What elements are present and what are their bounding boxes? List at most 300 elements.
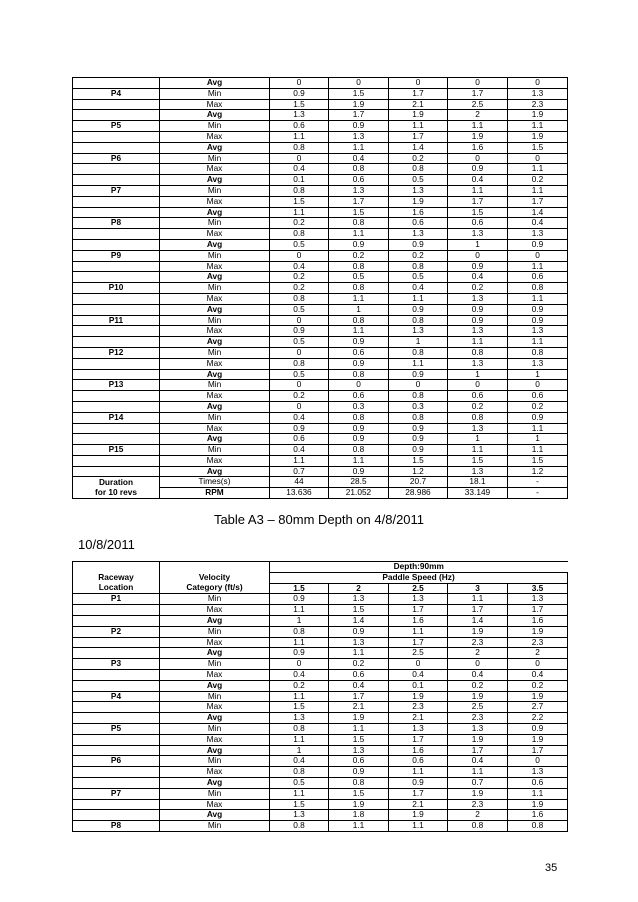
value-cell: 0.8 — [508, 347, 568, 358]
value-cell: 1.7 — [508, 196, 568, 207]
value-cell: 0.6 — [448, 218, 508, 229]
value-cell: 2 — [448, 110, 508, 121]
value-cell: 1.8 — [329, 810, 389, 821]
table-row — [73, 358, 568, 369]
value-cell: 0.3 — [329, 401, 389, 412]
velocity-category-cell: Min — [160, 756, 270, 767]
value-cell: 2.1 — [389, 799, 448, 810]
velocity-category-cell: Min — [160, 315, 270, 326]
value-cell: 1.1 — [448, 121, 508, 132]
raceway-location-cell — [73, 605, 160, 616]
velocity-category-cell: Max — [160, 423, 270, 434]
value-cell: 21.052 — [329, 488, 389, 499]
table-row — [73, 767, 568, 778]
value-cell: 0.9 — [270, 648, 329, 659]
velocity-category-cell: Avg — [160, 175, 270, 186]
velocity-category-cell: Max — [160, 637, 270, 648]
value-cell: 1.9 — [448, 131, 508, 142]
velocity-category-cell: Avg — [160, 466, 270, 477]
value-cell: 13.636 — [270, 488, 329, 499]
raceway-location-cell — [73, 401, 160, 412]
velocity-category-cell: Min — [160, 445, 270, 456]
value-cell: 1.1 — [508, 121, 568, 132]
value-cell: 0.9 — [448, 315, 508, 326]
table-row — [73, 196, 568, 207]
table-row — [73, 799, 568, 810]
value-cell: 1.1 — [329, 723, 389, 734]
raceway-location-cell: P1 — [73, 594, 160, 605]
raceway-location-cell: P8 — [73, 218, 160, 229]
value-cell: 0 — [508, 250, 568, 261]
raceway-location-cell — [73, 175, 160, 186]
value-cell: 0.9 — [508, 239, 568, 250]
value-cell: 18.1 — [448, 477, 508, 488]
value-cell: 0.8 — [329, 412, 389, 423]
table-row — [73, 218, 568, 229]
velocity-category-cell: Max — [160, 358, 270, 369]
table-row — [73, 347, 568, 358]
value-cell: 2.3 — [508, 637, 568, 648]
value-cell: 1.1 — [329, 326, 389, 337]
value-cell: 0.1 — [270, 175, 329, 186]
value-cell: 0.2 — [448, 283, 508, 294]
value-cell: 2.3 — [448, 799, 508, 810]
value-cell: 0.6 — [389, 756, 448, 767]
value-cell: 1.1 — [389, 626, 448, 637]
value-cell: 0.9 — [270, 88, 329, 99]
value-cell: 1.1 — [270, 734, 329, 745]
value-cell: 0.2 — [508, 175, 568, 186]
value-cell: 0.5 — [270, 304, 329, 315]
table-row — [73, 293, 568, 304]
value-cell: 1.9 — [389, 810, 448, 821]
value-cell: 0.2 — [448, 680, 508, 691]
value-cell: 1.4 — [448, 615, 508, 626]
value-cell: 0.2 — [270, 680, 329, 691]
value-cell: 0.4 — [270, 445, 329, 456]
value-cell: 0 — [270, 401, 329, 412]
value-cell: 1.9 — [329, 799, 389, 810]
value-cell: 1.5 — [329, 734, 389, 745]
value-cell: 2.3 — [508, 99, 568, 110]
value-cell: 2.7 — [508, 702, 568, 713]
value-cell: 0.4 — [329, 153, 389, 164]
value-cell: 0 — [270, 250, 329, 261]
value-cell: 1.1 — [508, 164, 568, 175]
velocity-category-cell: Max — [160, 605, 270, 616]
value-cell: 0.9 — [329, 466, 389, 477]
value-cell: 0.2 — [270, 272, 329, 283]
table-row — [73, 445, 568, 456]
value-cell: 1.1 — [329, 821, 389, 832]
value-cell: 1.4 — [389, 142, 448, 153]
value-cell: 0 — [389, 78, 448, 89]
raceway-location-cell — [73, 110, 160, 121]
raceway-location-cell — [73, 745, 160, 756]
raceway-location-cell: P15 — [73, 445, 160, 456]
value-cell: 0.8 — [270, 185, 329, 196]
velocity-category-cell: Avg — [160, 239, 270, 250]
table-row — [73, 594, 568, 605]
table-row — [73, 153, 568, 164]
value-cell: 0.5 — [270, 369, 329, 380]
value-cell: 1.3 — [329, 745, 389, 756]
value-cell: 0.5 — [270, 337, 329, 348]
velocity-category-cell: Min — [160, 626, 270, 637]
value-cell: 0.4 — [448, 175, 508, 186]
table-row — [73, 669, 568, 680]
value-cell: 2.3 — [448, 713, 508, 724]
raceway-location-cell — [73, 196, 160, 207]
value-cell: 1.7 — [508, 605, 568, 616]
velocity-category-cell: Min — [160, 380, 270, 391]
value-cell: 1.7 — [389, 734, 448, 745]
value-cell: 0.9 — [329, 239, 389, 250]
value-cell: 1.3 — [508, 594, 568, 605]
value-cell: 0.9 — [329, 423, 389, 434]
value-cell: 0 — [448, 659, 508, 670]
value-cell: 1.1 — [389, 293, 448, 304]
value-cell: 1.6 — [389, 745, 448, 756]
value-cell: 1.3 — [448, 423, 508, 434]
value-cell: 1.1 — [508, 788, 568, 799]
value-cell: 1.7 — [448, 605, 508, 616]
value-cell: 1.3 — [448, 358, 508, 369]
value-cell: 0.8 — [448, 821, 508, 832]
velocity-category-cell: Avg — [160, 207, 270, 218]
table-row — [73, 423, 568, 434]
velocity-category-cell: Min — [160, 691, 270, 702]
value-cell: 0 — [329, 78, 389, 89]
value-cell: 1.7 — [329, 110, 389, 121]
table-row — [73, 745, 568, 756]
value-cell: 1.3 — [448, 326, 508, 337]
raceway-location-cell — [73, 466, 160, 477]
value-cell: 1.1 — [448, 445, 508, 456]
speed-header: 3.5 — [508, 583, 568, 594]
table-row — [73, 466, 568, 477]
table-row — [73, 185, 568, 196]
value-cell: 1.1 — [329, 229, 389, 240]
value-cell: 0.8 — [389, 164, 448, 175]
velocity-category-cell: Min — [160, 283, 270, 294]
raceway-location-cell — [73, 799, 160, 810]
value-cell: 0.8 — [389, 347, 448, 358]
value-cell: 1.5 — [448, 207, 508, 218]
value-cell: 0.8 — [448, 412, 508, 423]
value-cell: 0.9 — [270, 594, 329, 605]
table-row — [73, 250, 568, 261]
value-cell: 1.1 — [270, 637, 329, 648]
table-depth-90mm — [72, 561, 568, 832]
value-cell: 0.5 — [270, 239, 329, 250]
velocity-category-cell: Avg — [160, 142, 270, 153]
table-row — [73, 261, 568, 272]
value-cell: 0.4 — [329, 680, 389, 691]
column-header-row-1 — [73, 572, 568, 583]
value-cell: 0.6 — [448, 391, 508, 402]
value-cell: 0.6 — [329, 756, 389, 767]
value-cell: 20.7 — [389, 477, 448, 488]
value-cell: 1.1 — [389, 121, 448, 132]
table-row — [73, 99, 568, 110]
value-cell: 1.1 — [270, 605, 329, 616]
table-row — [73, 691, 568, 702]
value-cell: 0.2 — [389, 153, 448, 164]
value-cell: 0.9 — [508, 315, 568, 326]
value-cell: 1.3 — [448, 293, 508, 304]
raceway-location-cell — [73, 293, 160, 304]
value-cell: 0.4 — [508, 669, 568, 680]
value-cell: 1.3 — [508, 767, 568, 778]
value-cell: 28.5 — [329, 477, 389, 488]
value-cell: 1.3 — [508, 88, 568, 99]
value-cell: 2.3 — [448, 637, 508, 648]
value-cell: 2.3 — [389, 702, 448, 713]
col-header-velocity-2: Category (ft/s) — [160, 583, 270, 594]
value-cell: 0 — [508, 380, 568, 391]
value-cell: 0 — [508, 153, 568, 164]
value-cell: 1.1 — [329, 455, 389, 466]
value-cell: 0 — [270, 315, 329, 326]
velocity-category-cell: Avg — [160, 434, 270, 445]
value-cell: 2.5 — [448, 99, 508, 110]
velocity-category-cell: Max — [160, 196, 270, 207]
value-cell: 1.6 — [448, 142, 508, 153]
velocity-category-cell: Max — [160, 261, 270, 272]
table-a3-continued — [72, 77, 568, 499]
value-cell: 0 — [508, 756, 568, 767]
velocity-category-cell: Max — [160, 669, 270, 680]
value-cell: - — [508, 488, 568, 499]
value-cell: 0.4 — [270, 756, 329, 767]
table-row — [73, 777, 568, 788]
value-cell: 2.1 — [329, 702, 389, 713]
table-row — [73, 626, 568, 637]
value-cell: 1.4 — [508, 207, 568, 218]
velocity-category-cell: Avg — [160, 810, 270, 821]
value-cell: 2.5 — [389, 648, 448, 659]
raceway-location-cell — [73, 164, 160, 175]
value-cell: 1.9 — [508, 110, 568, 121]
value-cell: 0.2 — [389, 250, 448, 261]
velocity-category-cell: Max — [160, 734, 270, 745]
value-cell: 1.1 — [508, 337, 568, 348]
value-cell: 0 — [389, 659, 448, 670]
table-row — [73, 88, 568, 99]
table-row — [73, 326, 568, 337]
raceway-location-cell: P6 — [73, 756, 160, 767]
velocity-category-cell: Min — [160, 88, 270, 99]
raceway-location-cell — [73, 713, 160, 724]
table-row — [73, 369, 568, 380]
raceway-location-cell — [73, 78, 160, 89]
value-cell: 0.9 — [448, 261, 508, 272]
value-cell: 0.6 — [508, 272, 568, 283]
value-cell: 1.9 — [329, 713, 389, 724]
table-row — [73, 164, 568, 175]
value-cell: 0.8 — [508, 283, 568, 294]
raceway-location-cell — [73, 669, 160, 680]
value-cell: 0 — [329, 380, 389, 391]
value-cell: 1.9 — [508, 691, 568, 702]
value-cell: 1.6 — [389, 615, 448, 626]
value-cell: 0 — [389, 380, 448, 391]
raceway-location-cell — [73, 767, 160, 778]
velocity-category-cell: Min — [160, 185, 270, 196]
table-row — [73, 175, 568, 186]
value-cell: 28.986 — [389, 488, 448, 499]
table-row — [73, 272, 568, 283]
value-cell: 0 — [508, 78, 568, 89]
value-cell: 0.8 — [389, 391, 448, 402]
value-cell: 1.1 — [270, 455, 329, 466]
velocity-category-cell: Avg — [160, 745, 270, 756]
table-row — [73, 648, 568, 659]
raceway-location-cell — [73, 326, 160, 337]
footer-category-cell: Times(s) — [160, 477, 270, 488]
value-cell: 1.1 — [508, 445, 568, 456]
value-cell: 1.4 — [329, 615, 389, 626]
value-cell: 0.1 — [389, 680, 448, 691]
velocity-category-cell: Min — [160, 821, 270, 832]
table-row — [73, 455, 568, 466]
value-cell: 0.2 — [270, 391, 329, 402]
value-cell: 2.5 — [448, 702, 508, 713]
velocity-category-cell: Min — [160, 788, 270, 799]
raceway-location-cell — [73, 423, 160, 434]
velocity-category-cell: Avg — [160, 337, 270, 348]
velocity-category-cell: Avg — [160, 110, 270, 121]
raceway-location-cell — [73, 99, 160, 110]
velocity-category-cell: Max — [160, 293, 270, 304]
value-cell: 0.2 — [329, 250, 389, 261]
value-cell: 1.7 — [389, 88, 448, 99]
velocity-category-cell: Min — [160, 347, 270, 358]
table-row — [73, 229, 568, 240]
table-row — [73, 110, 568, 121]
raceway-location-cell — [73, 272, 160, 283]
value-cell: 0 — [270, 659, 329, 670]
raceway-location-cell: P11 — [73, 315, 160, 326]
value-cell: 0.5 — [270, 777, 329, 788]
table-row — [73, 131, 568, 142]
velocity-category-cell: Min — [160, 121, 270, 132]
raceway-location-cell: P12 — [73, 347, 160, 358]
value-cell: 1.3 — [448, 229, 508, 240]
velocity-category-cell: Max — [160, 326, 270, 337]
table-row — [73, 391, 568, 402]
table-row — [73, 304, 568, 315]
value-cell: 2 — [448, 648, 508, 659]
value-cell: 1 — [329, 304, 389, 315]
value-cell: 0.9 — [448, 164, 508, 175]
table-row — [73, 821, 568, 832]
value-cell: 1.3 — [329, 637, 389, 648]
velocity-category-cell: Max — [160, 767, 270, 778]
table-row — [73, 142, 568, 153]
value-cell: 0.7 — [448, 777, 508, 788]
velocity-category-cell: Max — [160, 391, 270, 402]
value-cell: 1.6 — [389, 207, 448, 218]
raceway-location-cell — [73, 680, 160, 691]
value-cell: 1.3 — [270, 110, 329, 121]
value-cell: 0.8 — [329, 445, 389, 456]
raceway-location-cell: P7 — [73, 788, 160, 799]
velocity-category-cell: Avg — [160, 777, 270, 788]
value-cell: 0.9 — [329, 626, 389, 637]
raceway-location-cell — [73, 702, 160, 713]
value-cell: 1.7 — [389, 605, 448, 616]
table-row — [73, 788, 568, 799]
raceway-location-cell: P9 — [73, 250, 160, 261]
value-cell: 0.4 — [508, 218, 568, 229]
table-row — [73, 734, 568, 745]
value-cell: 1.7 — [389, 788, 448, 799]
value-cell: 0 — [270, 78, 329, 89]
value-cell: 2.1 — [389, 99, 448, 110]
value-cell: 1.1 — [329, 142, 389, 153]
value-cell: 0.8 — [270, 626, 329, 637]
footer-label-cell: for 10 revs — [73, 488, 160, 499]
value-cell: 0.8 — [389, 261, 448, 272]
col-header-location-2: Location — [73, 583, 160, 594]
table-row — [73, 207, 568, 218]
value-cell: 0.9 — [389, 239, 448, 250]
value-cell: 1.5 — [329, 88, 389, 99]
table-row — [73, 283, 568, 294]
raceway-location-cell — [73, 648, 160, 659]
table-row — [73, 810, 568, 821]
value-cell: 1.1 — [508, 293, 568, 304]
value-cell: 0.8 — [329, 164, 389, 175]
value-cell: 0.9 — [329, 121, 389, 132]
col-header-location: Raceway — [73, 572, 160, 583]
table-row — [73, 680, 568, 691]
raceway-location-cell: P6 — [73, 153, 160, 164]
value-cell: 1.3 — [389, 594, 448, 605]
raceway-location-cell — [73, 337, 160, 348]
speed-header: 2.5 — [389, 583, 448, 594]
value-cell: 1.3 — [389, 723, 448, 734]
value-cell: 1.9 — [389, 110, 448, 121]
value-cell: 0.4 — [270, 164, 329, 175]
value-cell: 1.3 — [508, 326, 568, 337]
col-header-velocity: Velocity — [160, 572, 270, 583]
velocity-category-cell: Max — [160, 164, 270, 175]
value-cell: 0.9 — [508, 723, 568, 734]
value-cell: 0.9 — [389, 304, 448, 315]
value-cell: 1.6 — [508, 810, 568, 821]
value-cell: 1 — [389, 337, 448, 348]
footer-row — [73, 488, 568, 499]
value-cell: 0.6 — [329, 347, 389, 358]
velocity-category-cell: Min — [160, 659, 270, 670]
value-cell: 0.9 — [389, 777, 448, 788]
raceway-location-cell — [73, 358, 160, 369]
raceway-location-cell: P5 — [73, 121, 160, 132]
raceway-location-cell: P7 — [73, 185, 160, 196]
raceway-location-cell: P4 — [73, 691, 160, 702]
value-cell: 2 — [448, 810, 508, 821]
value-cell: 0.9 — [329, 337, 389, 348]
value-cell: 1.2 — [389, 466, 448, 477]
speed-header: 1.5 — [270, 583, 329, 594]
speed-header: 2 — [329, 583, 389, 594]
value-cell: 0.9 — [329, 767, 389, 778]
value-cell: 1.5 — [270, 702, 329, 713]
value-cell: 0.9 — [389, 434, 448, 445]
